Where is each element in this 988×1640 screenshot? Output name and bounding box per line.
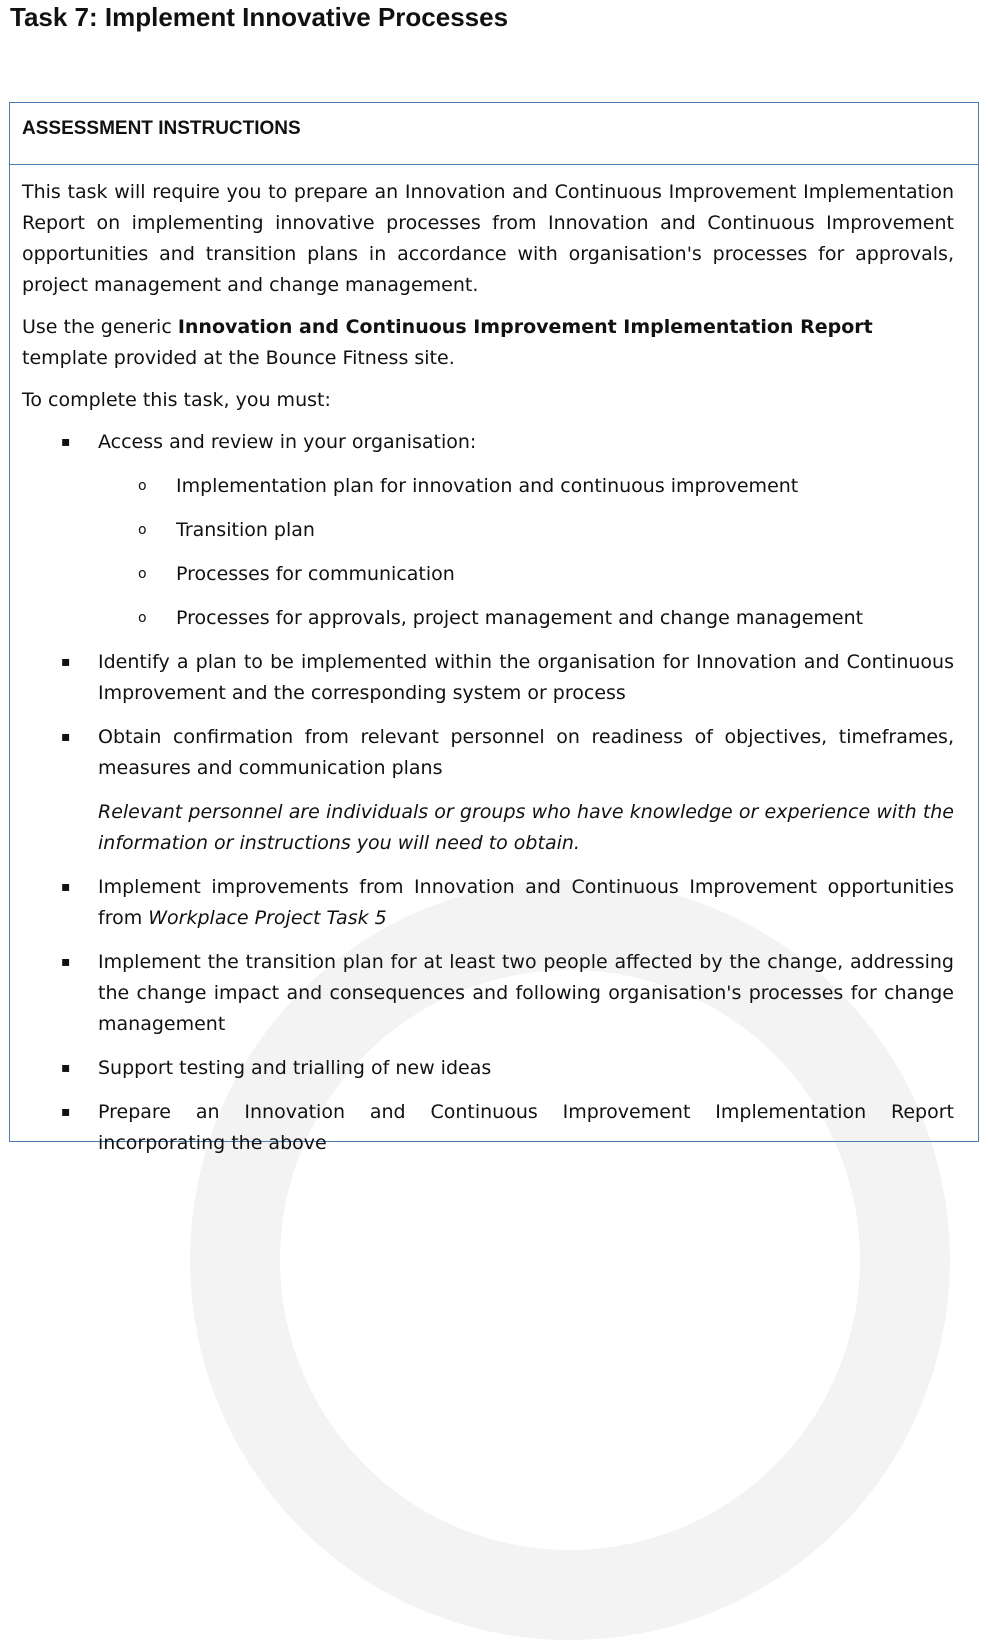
must-intro: To complete this task, you must:	[22, 389, 331, 411]
list-item-text: Support testing and trialling of new ideas	[98, 1057, 492, 1079]
bullet-icon: ▪	[61, 879, 71, 895]
box-header: ASSESSMENT INSTRUCTIONS	[10, 103, 978, 165]
list-item	[22, 647, 954, 709]
bullet-icon: ▪	[61, 1060, 71, 1076]
sub-list-item	[98, 603, 954, 634]
sub-list	[98, 471, 954, 634]
intro-paragraph: This task will require you to prepare an Innovation and Continuous Improvement Implementation Report on implementing innovative processes from Innovation and Continuous Improvement opportunities and transition plans in accordance with organisation's processes for approvals, project management and change management.	[22, 181, 954, 296]
list-item	[22, 872, 954, 934]
circle-bullet-icon: o	[138, 522, 147, 538]
sub-list-item-text: Implementation plan for innovation and continuous improvement	[176, 475, 799, 497]
bullet-icon: ▪	[61, 954, 71, 970]
list-item	[22, 722, 954, 784]
list-item-text: Implement the transition plan for at least two people affected by the change, addressing the change impact and consequences and following organisation's processes for change management	[98, 951, 954, 1035]
bullet-icon: ▪	[61, 434, 71, 450]
list-item-text: Access and review in your organisation:	[98, 431, 477, 453]
list-item	[22, 1053, 954, 1084]
circle-bullet-icon: o	[138, 610, 147, 626]
sub-list-item-text: Processes for approvals, project management and change management	[176, 607, 864, 629]
box-body	[10, 165, 978, 1159]
task-list	[22, 427, 954, 784]
sub-list-item	[98, 559, 954, 590]
circle-bullet-icon: o	[138, 478, 147, 494]
sub-list-item	[98, 471, 954, 502]
list-item-text: Implement improvements from Innovation and Continuous Improvement opportunities from	[98, 876, 954, 929]
template-text-post: template provided at the Bounce Fitness site.	[22, 347, 455, 369]
list-item-text: Obtain confirmation from relevant personnel on readiness of objectives, timeframes, measures and communication plans	[98, 726, 954, 779]
page-title: Task 7: Implement Innovative Processes	[10, 2, 509, 32]
list-item-text: Identify a plan to be implemented within the organisation for Innovation and Continuous Improvement and the corresponding system or process	[98, 651, 954, 704]
bullet-icon: ▪	[61, 654, 71, 670]
sub-list-item-text: Processes for communication	[176, 563, 455, 585]
task-reference: Workplace Project Task 5	[148, 907, 387, 929]
sub-list-item	[98, 515, 954, 546]
list-item	[22, 427, 954, 634]
list-item	[22, 947, 954, 1040]
circle-bullet-icon: o	[138, 566, 147, 582]
task-list-continued	[22, 872, 954, 1159]
template-text-pre: Use the generic	[22, 316, 178, 338]
assessment-instructions-box	[9, 102, 979, 1154]
template-paragraph	[22, 312, 954, 374]
list-item	[22, 1097, 954, 1159]
list-item-text: Prepare an Innovation and Continuous Improvement Implementation Report incorporating the above	[98, 1101, 954, 1154]
bullet-icon: ▪	[61, 729, 71, 745]
relevant-personnel-note: Relevant personnel are individuals or groups who have knowledge or experience with the information or instructions you will need to obtain.	[98, 801, 954, 854]
bullet-icon: ▪	[61, 1104, 71, 1120]
template-name: Innovation and Continuous Improvement Implementation Report	[177, 316, 873, 338]
sub-list-item-text: Transition plan	[176, 519, 315, 541]
